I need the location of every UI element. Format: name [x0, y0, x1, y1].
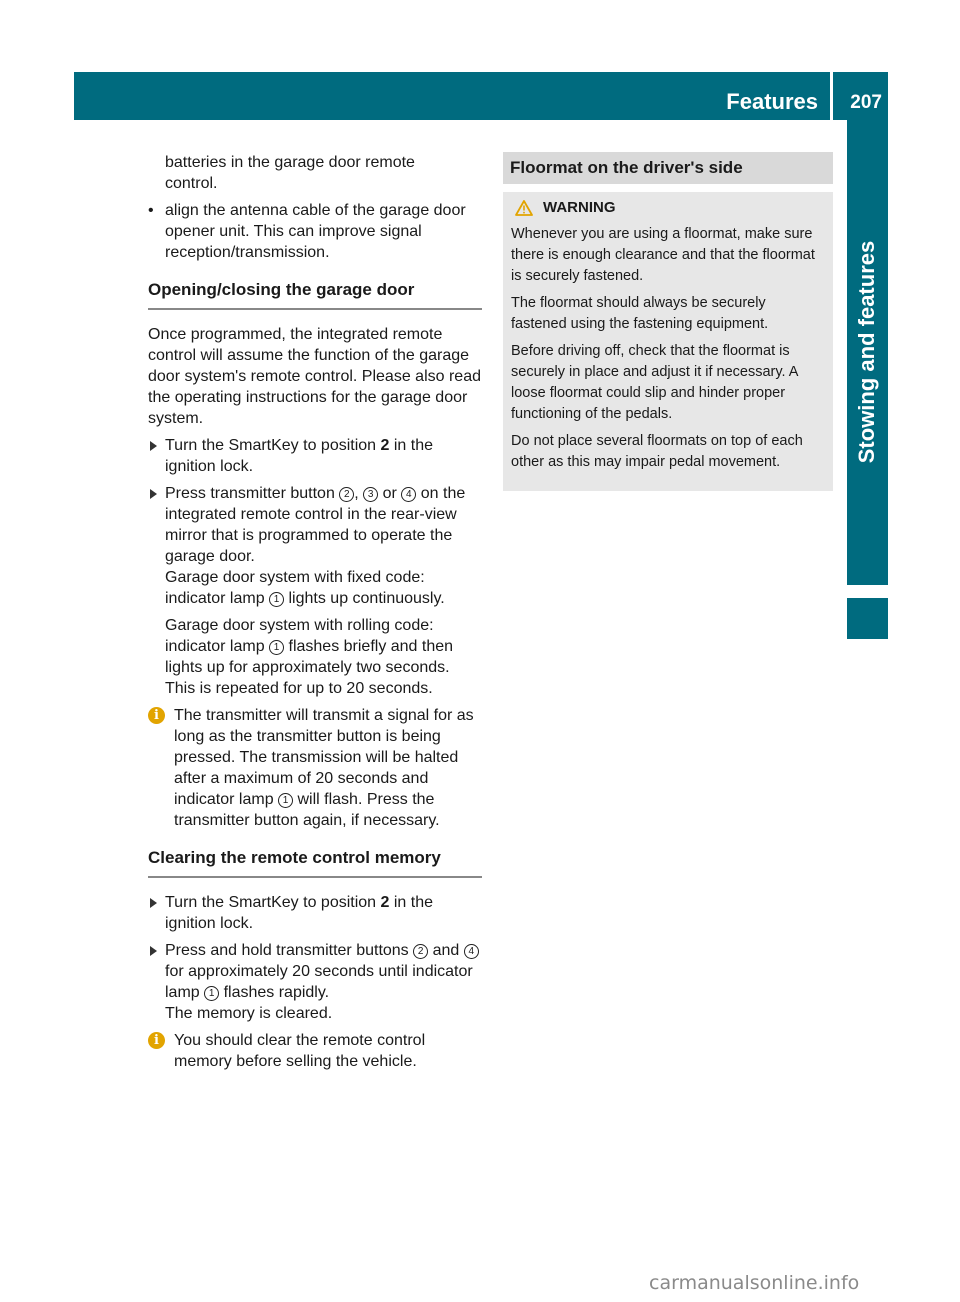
step-text: flashes rapidly.: [219, 984, 330, 1001]
step-1: [148, 435, 482, 477]
step-text: Turn the SmartKey to position: [165, 894, 381, 911]
callout-number-2-icon: 2: [413, 944, 428, 959]
step-text: in the ignition lock.: [165, 437, 434, 475]
position-value: 2: [380, 437, 390, 454]
right-column: [503, 152, 833, 491]
step-4: [148, 940, 482, 1024]
result-text: Garage door system with fixed code: indicator lamp: [165, 569, 425, 607]
step-text: Press and hold transmitter buttons: [165, 942, 414, 959]
step-text: in the ignition lock.: [165, 894, 434, 932]
result-text: lights up continuously.: [284, 590, 445, 607]
step-2: [148, 483, 482, 609]
list-item: [148, 200, 482, 263]
step-arrow-icon: [150, 489, 157, 499]
left-column: [148, 152, 482, 1078]
chapter-marker: [847, 598, 888, 639]
result-text: The memory is cleared.: [165, 1005, 333, 1022]
callout-number-4-icon: 4: [401, 487, 416, 502]
step-text: ,: [354, 485, 364, 502]
warning-paragraph-1: Whenever you are using a floormat, make sure there is enough clearance and that the floormat is securely fastened.: [511, 226, 815, 284]
warning-paragraph-3: Before driving off, check that the floormat is securely in place and adjust it if necessary. A loose floormat could slip and hinder proper functioning of the pedals.: [511, 343, 798, 422]
floormat-section-title: Floormat on the driver's side: [503, 152, 833, 184]
step-text: Press transmitter button: [165, 485, 340, 502]
info-text: will flash. Press the transmitter button again, if necessary.: [174, 791, 440, 829]
step-text: for approximately 20 seconds until indicator lamp: [165, 963, 473, 1001]
info-note-1: [148, 705, 482, 831]
warning-box: [503, 192, 833, 491]
heading-clearing-memory: Clearing the remote control memory: [148, 847, 482, 878]
info-text: You should clear the remote control memory before selling the vehicle.: [174, 1032, 426, 1070]
continued-text: [148, 152, 482, 194]
result-text: Garage door system with rolling code: indicator lamp: [165, 617, 434, 655]
heading-opening-closing: Opening/closing the garage door: [148, 279, 482, 310]
bullet-text: align the antenna cable of the garage door opener unit. This can improve signal reception/transmission.: [165, 202, 466, 261]
warning-paragraph-4: Do not place several floormats on top of each other as this may impair pedal movement.: [511, 433, 803, 470]
callout-number-1-icon: 1: [269, 592, 284, 607]
continued-line-1: batteries in the garage door remote: [165, 154, 415, 171]
callout-number-1-icon: 1: [269, 640, 284, 655]
header-divider: [830, 72, 833, 120]
callout-number-1-icon: 1: [278, 793, 293, 808]
step-text: on the integrated remote control in the rear-view mirror that is programmed to operate the garage door.: [165, 485, 466, 565]
step-text: Turn the SmartKey to position: [165, 437, 381, 454]
step-text: or: [378, 485, 402, 502]
step-arrow-icon: [150, 898, 157, 908]
step-3: [148, 892, 482, 934]
callout-number-3-icon: 3: [363, 487, 378, 502]
info-icon: i: [148, 1032, 165, 1049]
rolling-code-text: [148, 615, 482, 699]
footer-watermark: carmanualsonline.info: [649, 1272, 860, 1294]
callout-number-4-icon: 4: [464, 944, 479, 959]
step-text: and: [428, 942, 464, 959]
chapter-tab-label: Stowing and features: [854, 240, 879, 464]
result-text: flashes briefly and then lights up for approximately two seconds. This is repeated for up to 20 seconds.: [165, 638, 454, 697]
page-number: 207: [850, 92, 882, 113]
position-value: 2: [380, 894, 390, 911]
info-icon: i: [148, 707, 165, 724]
callout-number-1-icon: 1: [204, 986, 219, 1001]
header-bar: [74, 72, 888, 120]
warning-label: WARNING: [543, 199, 616, 216]
step-arrow-icon: [150, 946, 157, 956]
step-arrow-icon: [150, 441, 157, 451]
section-title: Features: [726, 89, 818, 114]
warning-paragraph-2: The floormat should always be securely fastened using the fastening equipment.: [511, 295, 769, 332]
chapter-tab: [847, 120, 888, 585]
warning-triangle-icon: [515, 200, 533, 216]
callout-number-2-icon: 2: [339, 487, 354, 502]
continued-line-2: control.: [165, 175, 218, 192]
bullet-icon: •: [148, 202, 154, 219]
intro-paragraph: Once programmed, the integrated remote control will assume the function of the garage door system's remote control. Please also read the operating instructions for the garage door system.: [148, 326, 481, 427]
warning-header: [511, 198, 825, 218]
info-note-2: [148, 1030, 482, 1072]
info-text: The transmitter will transmit a signal for as long as the transmitter button is being pressed. The transmission will be halted after a maximum of 20 seconds and indicator lamp: [174, 707, 474, 808]
